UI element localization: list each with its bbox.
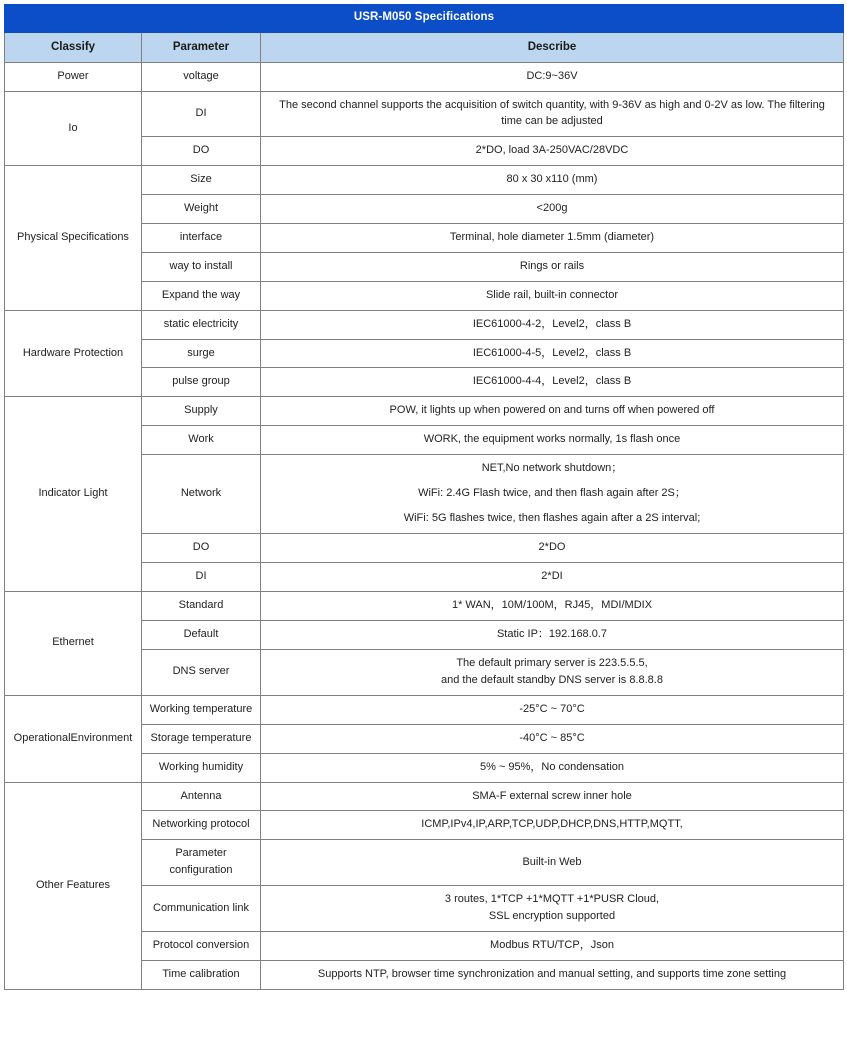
describe-cell (261, 649, 844, 695)
parameter-label: surge (187, 346, 215, 359)
describe-text: IEC61000-4-5，Level2，class B (472, 346, 632, 359)
parameter-cell (142, 695, 261, 724)
parameter-label: DI (195, 107, 207, 120)
parameter-cell (142, 455, 261, 534)
describe-text: 2*DI (541, 570, 563, 583)
describe-text: Modbus RTU/TCP，Json (490, 939, 614, 952)
parameter-label: Time calibration (162, 968, 240, 981)
describe-text: Slide rail, built-in connector (485, 288, 619, 301)
describe-cell (261, 194, 844, 223)
specifications-table (4, 4, 844, 990)
table-row (5, 591, 844, 620)
describe-cell (261, 368, 844, 397)
describe-cell (261, 695, 844, 724)
describe-text: Rings or rails (519, 259, 585, 272)
parameter-label: static electricity (163, 317, 239, 330)
parameter-label: Protocol conversion (152, 939, 250, 952)
parameter-cell (142, 194, 261, 223)
classify-label: Io (68, 121, 78, 134)
table-row (5, 63, 844, 92)
parameter-cell (142, 811, 261, 840)
parameter-cell (142, 563, 261, 592)
describe-cell (261, 397, 844, 426)
parameter-cell (142, 534, 261, 563)
parameter-label: pulse group (172, 375, 230, 388)
parameter-cell (142, 92, 261, 137)
describe-text: 2*DO, load 3A-250VAC/28VDC (475, 143, 629, 156)
parameter-cell (142, 165, 261, 194)
classify-cell (5, 397, 142, 592)
describe-text: Static IP：192.168.0.7 (496, 627, 608, 640)
describe-text: Built-in Web (522, 855, 582, 868)
parameter-cell (142, 426, 261, 455)
parameter-label: Supply (184, 404, 218, 417)
parameter-cell (142, 886, 261, 932)
classify-cell (5, 310, 142, 397)
describe-text: 80 x 30 x110 (mm) (506, 172, 598, 185)
classify-label: Other Features (36, 878, 110, 891)
parameter-cell (142, 252, 261, 281)
table-row (5, 165, 844, 194)
describe-cell (261, 455, 844, 534)
parameter-label: Networking protocol (152, 818, 250, 831)
parameter-label: configuration (169, 864, 233, 877)
classify-label: Indicator Light (38, 487, 108, 500)
describe-text: 2*DO (538, 541, 566, 554)
parameter-label: DI (195, 570, 207, 583)
describe-cell (261, 223, 844, 252)
describe-text: -25°C ~ 70°C (519, 702, 585, 715)
parameter-cell (142, 932, 261, 961)
parameter-cell (142, 136, 261, 165)
describe-text: ICMP,IPv4,IP,ARP,TCP,UDP,DHCP,DNS,HTTP,MQTT, (421, 818, 683, 831)
describe-text: The second channel supports the acquisition of switch quantity, with 9-36V as high and 0-2V as low. The filtering time can be adjusted (279, 99, 825, 128)
column-header-parameter: Parameter (142, 32, 261, 62)
parameter-cell (142, 840, 261, 886)
describe-cell (261, 961, 844, 990)
describe-cell (261, 782, 844, 811)
classify-cell (5, 591, 142, 695)
describe-cell (261, 886, 844, 932)
describe-text: DC:9~36V (526, 70, 578, 83)
parameter-cell (142, 591, 261, 620)
describe-cell (261, 63, 844, 92)
column-header-describe: Describe (261, 32, 844, 62)
parameter-label: DNS server (172, 665, 230, 678)
parameter-cell (142, 620, 261, 649)
describe-cell (261, 591, 844, 620)
parameter-label: Parameter (175, 847, 227, 860)
classify-cell (5, 695, 142, 782)
describe-cell (261, 753, 844, 782)
parameter-cell (142, 281, 261, 310)
describe-cell (261, 932, 844, 961)
parameter-cell (142, 310, 261, 339)
describe-text: WiFi: 5G flashes twice, then flashes again after a 2S interval; (403, 512, 701, 525)
classify-label: Environment (70, 731, 133, 744)
describe-cell (261, 620, 844, 649)
describe-cell (261, 339, 844, 368)
describe-cell (261, 92, 844, 137)
parameter-label: Work (188, 433, 214, 446)
describe-cell (261, 724, 844, 753)
describe-cell (261, 811, 844, 840)
parameter-label: Size (190, 172, 212, 185)
parameter-label: Default (183, 627, 219, 640)
describe-text: -40°C ~ 85°C (519, 731, 585, 744)
parameter-label: Storage temperature (150, 731, 252, 744)
classify-label: Ethernet (52, 636, 94, 649)
classify-cell (5, 165, 142, 310)
describe-text: IEC61000-4-4，Level2，class B (472, 375, 632, 388)
describe-cell (261, 252, 844, 281)
parameter-cell (142, 339, 261, 368)
parameter-label: Network (180, 487, 222, 500)
parameter-label: Communication link (153, 901, 249, 914)
parameter-label: Standard (178, 598, 224, 611)
table-title-row (5, 5, 844, 33)
classify-label: Power (57, 70, 89, 83)
table-row (5, 92, 844, 137)
describe-text: WORK, the equipment works normally, 1s flash once (423, 433, 681, 446)
table-row (5, 310, 844, 339)
parameter-cell (142, 782, 261, 811)
describe-text: 1* WAN，10M/100M，RJ45，MDI/MDIX (451, 598, 653, 611)
describe-text: The default primary server is 223.5.5.5, (456, 656, 648, 669)
column-header-classify: Classify (5, 32, 142, 62)
parameter-label: Working humidity (158, 760, 244, 773)
table-row (5, 782, 844, 811)
describe-text: SMA-F external screw inner hole (472, 789, 632, 802)
parameter-cell (142, 753, 261, 782)
parameter-label: DO (192, 143, 210, 156)
parameter-label: way to install (169, 259, 233, 272)
parameter-label: Expand the way (161, 288, 241, 301)
describe-cell (261, 563, 844, 592)
describe-text: NET,No network shutdown； (481, 462, 623, 475)
parameter-label: voltage (183, 70, 219, 83)
describe-cell (261, 534, 844, 563)
parameter-cell (142, 649, 261, 695)
column-header-row (5, 32, 844, 62)
parameter-label: interface (179, 230, 223, 243)
parameter-label: DO (192, 541, 210, 554)
describe-text: Terminal, hole diameter 1.5mm (diameter) (449, 230, 655, 243)
parameter-label: Antenna (180, 789, 222, 802)
describe-text: WiFi: 2.4G Flash twice, and then flash again after 2S； (418, 487, 686, 500)
describe-text: and the default standby DNS server is 8.8.8.8 (441, 673, 663, 686)
parameter-cell (142, 397, 261, 426)
classify-label: Operational (13, 731, 71, 744)
describe-cell (261, 840, 844, 886)
classify-cell (5, 782, 142, 990)
table-title: USR-M050 Specifications (5, 5, 844, 33)
describe-text: IEC61000-4-2，Level2，class B (472, 317, 632, 330)
table-header (5, 5, 844, 63)
describe-cell (261, 165, 844, 194)
parameter-cell (142, 961, 261, 990)
classify-cell (5, 92, 142, 166)
table-row (5, 397, 844, 426)
table-body (5, 63, 844, 990)
describe-text: POW, it lights up when powered on and turns off when powered off (389, 404, 715, 417)
describe-text: <200g (536, 201, 568, 214)
classify-label: Physical Specifications (17, 230, 129, 243)
specifications-container (4, 4, 843, 990)
describe-text: SSL encryption supported (488, 910, 616, 923)
parameter-cell (142, 223, 261, 252)
describe-cell (261, 281, 844, 310)
parameter-cell (142, 63, 261, 92)
describe-cell (261, 426, 844, 455)
parameter-cell (142, 368, 261, 397)
describe-text: Supports NTP, browser time synchronization and manual setting, and supports time zone setting (317, 968, 787, 981)
describe-cell (261, 310, 844, 339)
parameter-label: Weight (183, 201, 219, 214)
table-row (5, 695, 844, 724)
describe-text: 3 routes, 1*TCP +1*MQTT +1*PUSR Cloud, (444, 893, 660, 906)
describe-text: 5% ~ 95%，No condensation (479, 760, 624, 773)
classify-label: Hardware Protection (22, 346, 124, 359)
classify-cell (5, 63, 142, 92)
parameter-label: Working temperature (149, 702, 253, 715)
describe-cell (261, 136, 844, 165)
parameter-cell (142, 724, 261, 753)
